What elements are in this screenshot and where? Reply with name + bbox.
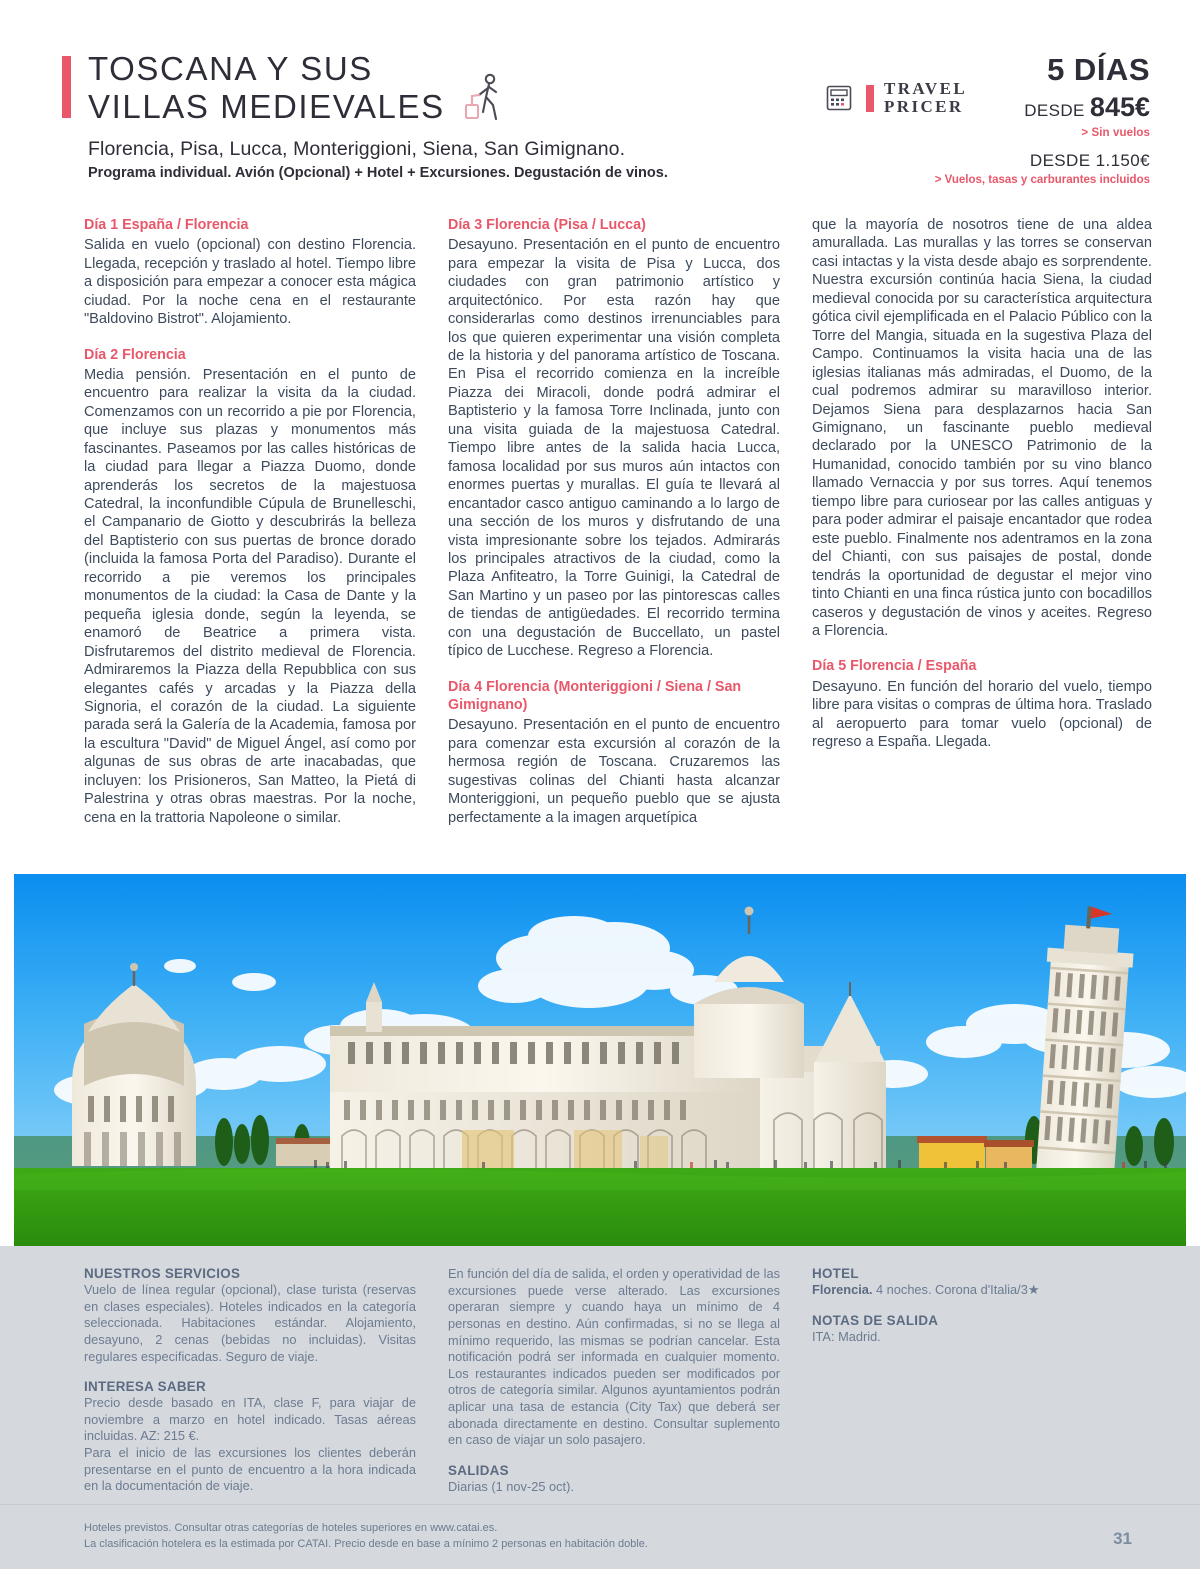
price-from-label-2: DESDE (1029, 151, 1091, 170)
footer-body: Vuelo de línea regular (opcional), clase turista (reservas en clases especiales). Hoteles indicados en la categoría seleccionada. Habitaciones estándar. Alojamiento, desayuno, 2 cenas (bebidas no incluidas). Visitas regulares especificadas. Seguro de viaje. (84, 1282, 416, 1364)
footer-heading: NUESTROS SERVICIOS (84, 1266, 241, 1281)
price-summary (920, 52, 1150, 186)
brand-name-line1: TRAVEL (884, 79, 968, 98)
day-title: Día 1 España / Florencia (84, 217, 249, 233)
brand-and-price-block (820, 52, 1150, 186)
title-accent-bar (62, 56, 71, 118)
footer-body: Para el inicio de las excursiones los clientes deberán presentarse en el punto de encuentro a la hora indicada en la documentación de viaje. (84, 1445, 416, 1494)
footer-body: Precio desde basado en ITA, clase F, para viajar de noviembre a marzo en hotel indicado. Tasas aéreas incluidas. AZ: 215 €. (84, 1395, 416, 1444)
price-note-1: > Sin vuelos (1081, 127, 1150, 139)
page-title-line2: VILLAS MEDIEVALES (88, 88, 445, 126)
page-title-line1: TOSCANA Y SUS (88, 50, 373, 87)
itinerary-column-2 (448, 216, 780, 827)
footer-heading: NOTAS DE SALIDA (812, 1312, 939, 1328)
day-title: Día 3 Florencia (Pisa / Lucca) (448, 217, 646, 233)
footer-body: ITA: Madrid. (812, 1328, 881, 1344)
day-title: Día 4 Florencia (Monteriggioni / Siena / San Gimignano) (448, 678, 742, 714)
brand-accent-bar (866, 85, 874, 112)
day-body: Salida en vuelo (opcional) con destino Florencia. Llegada, recepción y traslado al hotel. Tiempo libre a disposición para empezar a conocer esta mágica ciudad. Por la noche cena en el restaurante "Baldovino Bistrot". Alojamiento. (84, 237, 416, 328)
price-amount-1: 845€ (1089, 92, 1150, 122)
traveler-with-luggage-icon (462, 72, 506, 133)
page-title (88, 50, 445, 127)
disclaimer-text (84, 1521, 648, 1553)
hotel-details: 4 noches. Corona d'Italia/3★ (872, 1282, 1040, 1297)
disclaimer-line-1: Hoteles previstos. Consultar otras categorías de hoteles superiores en www.catai.es. (84, 1522, 498, 1534)
footer-info-panel (0, 1246, 1200, 1504)
title-block (62, 50, 445, 127)
disclaimer-bar (0, 1504, 1200, 1569)
footer-columns (84, 1266, 1154, 1510)
footer-column-1 (84, 1266, 416, 1510)
price-note-2: > Vuelos, tasas y carburantes incluidos (934, 174, 1150, 186)
day-title: Día 2 Florencia (84, 346, 186, 363)
footer-conditions-note: En función del día de salida, el orden y operatividad de las excursiones puede verse alterado. Las excursiones operaran siempre y cuando haya un mínimo de 4 personas en destino. Aún confirmadas, si no se llega al mínimo requerido, las mismas se podrían cancelar. Esta notificación podrá ser informada en cualquier momento. Los restaurantes indicados pueden ser modificados por otros de categoría similar. Algunos ayuntamientos podrán aplicar una tasa de estancia (City Tax) que deberá ser abonada directamente en destino. Consultar suplemento en caso de viajar un solo pasajero. (448, 1266, 780, 1448)
destinations-subtitle: Florencia, Pisa, Lucca, Monteriggioni, Siena, San Gimignano. (88, 138, 626, 160)
disclaimer-line-2: La clasificación hotelera es la estimada por CATAI. Precio desde en base a mínimo 2 personas en habitación doble. (84, 1537, 648, 1550)
duration-days: 5 DÍAS (1047, 52, 1150, 87)
day-body: Desayuno. En función del horario del vuelo, tiempo libre para visitas o compras de última hora. Traslado al aeropuerto para tomar vuelo (opcional) de regreso a España. Llegada. (812, 678, 1152, 751)
price-amount-2: 1.150€ (1095, 151, 1150, 170)
day-title: Día 5 Florencia / España (812, 658, 977, 675)
day-body: Media pensión. Presentación en el punto de encuentro para realizar la visita da la ciudad. Comenzamos con un recorrido a pie por Florencia, que incluye sus plazas y monumentos más fascinantes. Paseamos por las calles históricas de la ciudad para llegar a Piazza Duomo, donde aprenderás los secretos de la majestuosa Catedral, la inconfundible Cúpula de Brunelleschi, el Campanario de Giotto y descubrirás la belleza del Baptisterio con sus puertas de bronce dorado (incluida la famosa Porta del Paradiso). Durante el recorrido a pie veremos los principales monumentos de la ciudad: la Casa de Dante y la pequeña iglesia donde, según la leyenda, se enamoró de Beatrice a primera vista. Disfrutaremos del distrito medieval de Florencia. Admiraremos la Piazza della Repubblica con sus elegantes cafés y arcadas y la Piazza della Signoria, el corazón de la ciudad. La siguiente parada será la Galería de la Academia, famosa por la escultura "David" de Miguel Ángel, así como por algunas de sus obras de arte inacabadas, que incluyen: los Prisioneros, San Matteo, la Pietá di Palestrina y otras obras maestras. Por la noche, cena en la trattoria Napoleone o similar. (84, 366, 416, 826)
footer-heading: HOTEL (812, 1266, 859, 1281)
calculator-icon (826, 85, 852, 111)
day-body: Desayuno. Presentación en el punto de encuentro para empezar la visita de Pisa y Lucca, dos ciudades con gran patrimonio artístico y arquitectónico. Por esta razón hay que considerarlas como destinos irrenunciables para los que quieren experimentar una visión completa de la historia y del panorama artístico de Toscana. En Pisa el recorrido comienza en la increíble Piazza dei Miracoli, donde podrá admirar el Baptisterio y la famosa Torre Inclinada, junto con una visita guiada de la majestuosa Catedral. Tiempo libre antes de la salida hacia Lucca, famosa localidad por sus muros aún intactos con enormes puertas y murallas. El guía te llevará al encantador casco antiguo caminando a lo largo de una sección de los muros y disfrutando de una vista impresionante sobre los tejados. Admirarás los principales atractivos de la ciudad, como la Plaza Anfiteatro, la Torre Guinigi, la Catedral de San Martino y un paseo por las pintorescas calles de tiendas de antigüedades. El recorrido termina con una degustación de Buccellato, un pastel típico de Lucchese. Regreso a Florencia. (448, 237, 780, 660)
footer-column-3 (812, 1266, 1152, 1510)
day-body: Desayuno. Presentación en el punto de encuentro para comenzar esta excursión al corazón de la hermosa región de Toscana. Cruzaremos las sugestivas colinas del Chianti hasta alcanzar Monteriggioni, un pequeño pueblo que se ajusta perfectamente a la imagen arquetípica (448, 717, 780, 826)
itinerary-columns (84, 216, 1154, 827)
footer-heading: SALIDAS (448, 1462, 509, 1478)
footer-body (812, 1282, 1152, 1299)
price-from-row-1 (920, 92, 1150, 123)
footer-column-2 (448, 1266, 780, 1510)
price-from-label-1: DESDE (1024, 101, 1085, 120)
itinerary-column-1 (84, 216, 416, 827)
day-body-continued: que la mayoría de nosotros tiene de una aldea amurallada. Las murallas y las torres se conservan casi intactas y la vista desde abajo es sorprendente. Nuestra excursión continúa hacia Siena, la ciudad medieval conocida por su característica arquitectura gótica civil ejemplificada en el Palacio Público con la Torre del Mangia, situada en la sugestiva Plaza del Campo. Continuamos la visita hacia una de las iglesias italianas más admiradas, el Duomo, de la cual podremos admirar su maravilloso interior. Dejamos Siena para desplazarnos hacia San Gimignano, un fascinante pueblo medieval declarado por la UNESCO Patrimonio de la Humanidad, conocido también por su vino blanco llamado Vernaccia y por sus torres. Aquí tenemos tiempo libre para curiosear por las calles antiguas y para poder admirar el paisaje encantador que rodea este pueblo. Finalmente nos adentramos en la zona del Chianti, con sus paisajes de postal, donde tendrás la oportunidad de degustar el mejor vino tinto Chianti en una finca rústica junto con bocadillos caseros y degustación de vinos y aceites. Regreso a Florencia. (812, 217, 1152, 639)
footer-heading: INTERESA SABER (84, 1379, 207, 1395)
pisa-piazza-dei-miracoli-photo (14, 874, 1186, 1246)
footer-body: Diarias (1 nov-25 oct). (448, 1478, 574, 1494)
price-from-row-2 (920, 151, 1150, 171)
page-number: 31 (1113, 1529, 1132, 1548)
hotel-city: Florencia. (812, 1282, 873, 1297)
page-header (0, 0, 1200, 200)
program-subtitle: Programa individual. Avión (Opcional) + Hotel + Excursiones. Degustación de vinos. (88, 165, 668, 181)
brand-name-line2: PRICER (884, 97, 964, 117)
itinerary-column-3 (812, 216, 1152, 827)
